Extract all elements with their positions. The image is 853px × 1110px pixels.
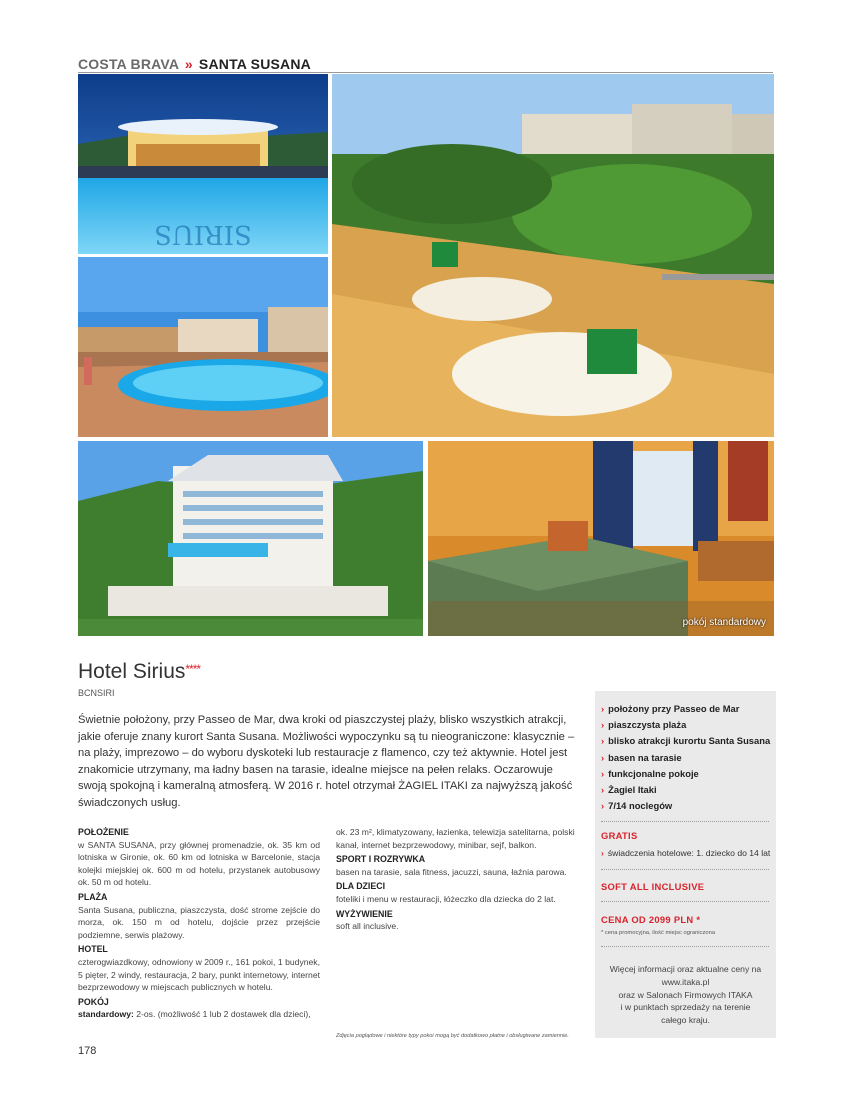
sport-heading: SPORT I ROZRYWKA	[336, 854, 426, 865]
sidebar-divider	[601, 821, 769, 822]
rooms-heading: POKÓJ	[78, 996, 109, 1007]
details-column-2	[336, 826, 581, 935]
price-note: * cena promocyjna, ilość miejsc ograniczona	[601, 930, 716, 936]
breadcrumb	[78, 56, 311, 72]
feature-item: › piaszczysta plaża	[601, 719, 687, 731]
hotel-heading: HOTEL	[78, 944, 108, 955]
hotel-intro: Świetnie położony, przy Passeo de Mar, dwa kroki od piaszczystej plaży, blisko wszystkich atrakcji, jakie oferuje znany kurort Santa Susana. Możliwości wypoczynku są tu nieograniczone: klasycznie – na plaży, imprezowo – do wyboru dyskoteki lub restauracje z flamenco, czy też aktywnie. Hotel jest znakomicie utrzymany, ma ładny basen na tarasie, idealne miejsce na pełen relaks. Oczarowuje swoją spokojną i kameralną atmosferą. W 2016 r. hotel otrzymał ŻAGIEL ITAKI za najwyższą jakość świadczonych usług.	[78, 714, 575, 809]
header-divider	[78, 72, 773, 73]
chevron-right-icon: ›	[601, 800, 605, 812]
chevron-right-icon: ›	[601, 848, 604, 858]
region-label: COSTA BRAVA	[78, 56, 179, 72]
chevron-right-icon: ›	[601, 784, 605, 796]
website-link[interactable]: www.itaka.pl	[661, 976, 710, 987]
chevron-right-icon: ›	[601, 735, 605, 747]
food-text: soft all inclusive.	[336, 921, 399, 932]
rooms-text	[78, 1008, 320, 1021]
page-number: 178	[78, 1045, 97, 1057]
chevron-right-icon: ›	[601, 703, 605, 714]
pool-sign-text: SIRIUS	[154, 219, 252, 249]
photo-hotel-exterior	[78, 441, 423, 636]
feature-item: › położony przy Passeo de Mar	[601, 703, 740, 714]
feature-item: › blisko atrakcji kurortu Santa Susana	[601, 735, 771, 747]
hotel-title	[78, 660, 200, 684]
beach-text: Santa Susana, publiczna, piaszczysta, dość strome zejście do morza, ok. 150 m od hotelu, dojście przez przejście podziemne, serwis plażowy.	[78, 904, 320, 940]
gratis-text: › świadczenia hotelowe: 1. dziecko do 14 lat	[601, 848, 771, 858]
sport-text: basen na tarasie, sala fitness, jacuzzi, sauna, łaźnia parowa.	[336, 866, 567, 877]
location-heading: POŁOŻENIE	[78, 827, 129, 837]
location-text: w SANTA SUSANA, przy głównej promenadzie, ok. 35 km od lotniska w Gironie, ok. 60 km od lotniska w Barcelonie, stacja kolejki miejskiej ok. 600 m od hotelu, przystanek autobusowy ok. 50 m od hotelu.	[78, 839, 320, 888]
photo-terrace-cafe	[332, 74, 774, 437]
photo-footnote: Zdjęcia poglądowe i niektóre typy pokoi mogą być dodatkowo płatne i obsługiwane zamiennie.	[336, 1033, 569, 1039]
feature-item: › 7/14 noclegów	[601, 800, 673, 812]
sidebar-divider	[601, 946, 769, 947]
price-heading: CENA OD 2099 PLN *	[601, 914, 701, 925]
chevron-right-icon: ›	[601, 767, 605, 779]
info-block: Więcej informacji oraz aktualne ceny na www.itaka.pl oraz w Salonach Firmowych ITAKA i w punktach sprzedaży na terenie całego kraju.	[595, 963, 776, 1027]
food-heading: WYŻYWIENIE	[336, 908, 393, 919]
photo-standard-room	[428, 441, 774, 636]
feature-item: › Żagiel Itaki	[601, 784, 657, 796]
beach-heading: PLAŻA	[78, 891, 108, 902]
details-column-1	[78, 826, 320, 1023]
breadcrumb-separator: »	[184, 56, 193, 72]
rooms-text-continued: ok. 23 m², klimatyzowany, łazienka, telewizja satelitarna, polski kanał, internet bezprzewodowy, minibar, sejf, balkon.	[336, 827, 575, 850]
rooms-type-label: standardowy:	[78, 1009, 134, 1020]
kids-heading: DLA DZIECI	[336, 881, 386, 892]
chevron-right-icon: ›	[601, 751, 605, 763]
room-photo-caption: pokój standardowy	[682, 617, 766, 628]
sidebar-divider	[601, 869, 769, 870]
photo-hotel-night-pool	[78, 74, 328, 254]
hotel-code: BCNSIRI	[78, 688, 115, 698]
hotel-text: czterogwiazdkowy, odnowiony w 2009 r., 161 pokoi, 1 budynek, 5 pięter, 2 windy, restauracja, 2 bary, punkt internetowy, internet bezprzewodowy w miejscach publicznych w hotelu.	[78, 956, 320, 993]
rooms-description: 2-os. (możliwość 1 lub 2 dostawek dla dzieci),	[136, 1009, 311, 1020]
chevron-right-icon: ›	[601, 719, 605, 731]
feature-item: › basen na tarasie	[601, 751, 682, 763]
hotel-name: Hotel Sirius	[78, 660, 186, 683]
offer-sidebar	[595, 691, 776, 1038]
sidebar-divider	[601, 901, 769, 902]
board-heading: SOFT ALL INCLUSIVE	[601, 881, 705, 892]
feature-list	[601, 701, 770, 814]
hotel-stars: ****	[185, 662, 201, 676]
photo-rooftop-pool	[78, 257, 328, 437]
city-label: SANTA SUSANA	[198, 56, 311, 72]
feature-item: › funkcjonalne pokoje	[601, 767, 699, 779]
kids-text: foteliki i menu w restauracji, łóżeczko dla dziecka do 2 lat.	[336, 893, 556, 904]
gratis-heading: GRATIS	[601, 830, 638, 841]
